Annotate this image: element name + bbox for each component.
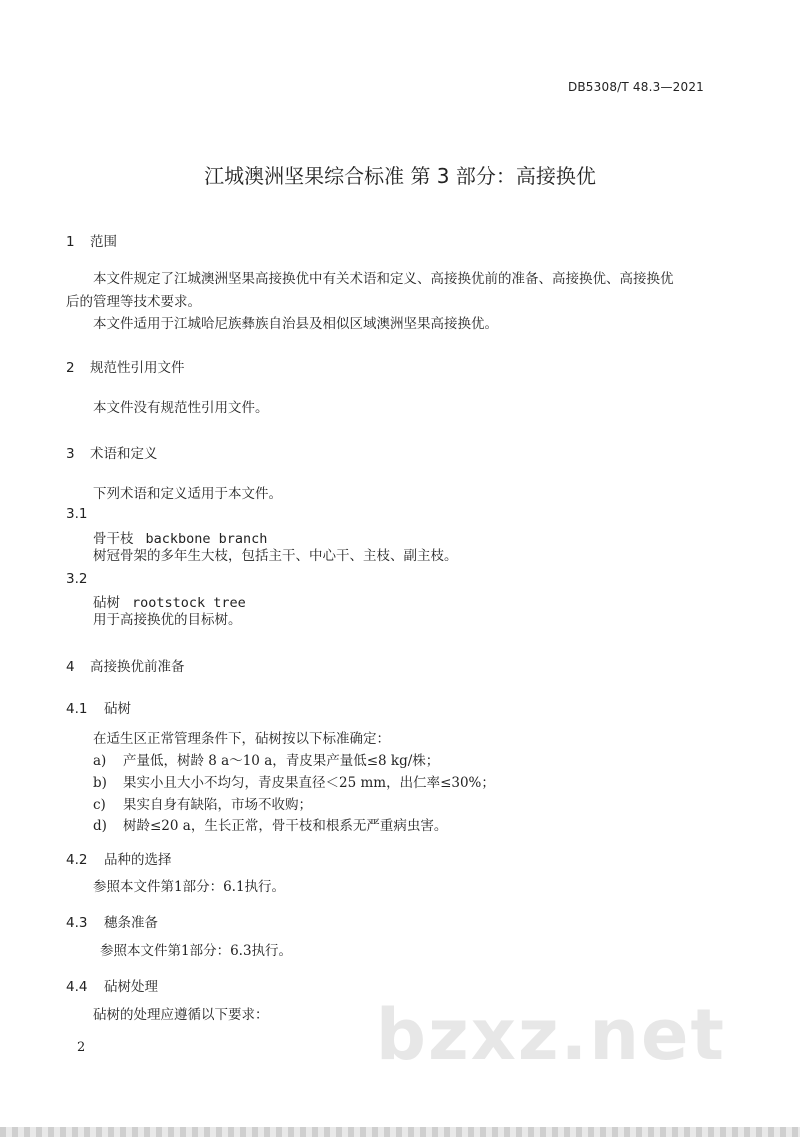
list-text: 果实小且大小不均匀，青皮果直径＜25 mm，出仁率≤30%； — [123, 775, 495, 791]
paragraph-continuation: 后的管理等技术要求。 — [66, 294, 201, 310]
term-number: 3.2 — [66, 571, 88, 587]
subsection-number: 4.4 — [66, 979, 88, 995]
paragraph: 砧树的处理应遵循以下要求： — [93, 1007, 269, 1023]
term-definition: 树冠骨架的多年生大枝，包括主干、中心干、主枝、副主枝。 — [93, 548, 458, 564]
subsection-title: 砧树 — [104, 701, 131, 717]
paragraph: 下列术语和定义适用于本文件。 — [93, 486, 282, 502]
list-text: 树龄≤20 a，生长正常，骨干枝和根系无严重病虫害。 — [123, 818, 448, 834]
section-number: 3 — [66, 446, 75, 462]
term-english: backbone branch — [145, 531, 268, 547]
section-title: 范围 — [90, 234, 117, 250]
term-definition: 用于高接换优的目标树。 — [93, 612, 242, 628]
term-heading — [93, 591, 246, 611]
section-number: 4 — [66, 659, 75, 675]
term-english: rootstock tree — [132, 595, 246, 611]
term-number: 3.1 — [66, 506, 88, 522]
paragraph: 本文件规定了江城澳洲坚果高接换优中有关术语和定义、高接换优前的准备、高接换优、高接换优 — [93, 271, 674, 287]
subsection-4-4-heading — [66, 975, 158, 995]
page-bottom-edge — [0, 1127, 800, 1137]
watermark: bzxz.net — [375, 994, 726, 1076]
subsection-number: 4.2 — [66, 852, 88, 868]
document-title: 江城澳洲坚果综合标准 第 3 部分：高接换优 — [204, 164, 596, 188]
section-1-heading — [66, 230, 117, 250]
section-2-heading — [66, 356, 185, 376]
paragraph: 参照本文件第1部分：6.3执行。 — [100, 943, 293, 959]
term-heading — [93, 527, 267, 547]
list-label: d) — [93, 818, 107, 834]
section-title: 规范性引用文件 — [90, 360, 185, 376]
list-item — [93, 816, 447, 836]
document-number: DB5308/T 48.3—2021 — [567, 80, 704, 94]
section-4-heading — [66, 655, 185, 675]
section-title: 术语和定义 — [90, 446, 158, 462]
paragraph: 本文件没有规范性引用文件。 — [93, 400, 269, 416]
term-chinese: 砧树 — [93, 595, 120, 611]
section-title: 高接换优前准备 — [90, 659, 185, 675]
term-chinese: 骨干枝 — [93, 531, 134, 547]
subsection-4-3-heading — [66, 911, 158, 931]
subsection-4-1-heading — [66, 697, 131, 717]
list-text: 产量低，树龄 8 a～10 a，青皮果产量低≤8 kg/株； — [123, 753, 440, 769]
paragraph: 本文件适用于江城哈尼族彝族自治县及相似区域澳洲坚果高接换优。 — [93, 316, 498, 332]
paragraph: 参照本文件第1部分：6.1执行。 — [93, 879, 286, 895]
subsection-number: 4.1 — [66, 701, 88, 717]
list-item — [93, 751, 439, 771]
subsection-title: 砧树处理 — [104, 979, 158, 995]
page-number: 2 — [77, 1040, 86, 1055]
section-number: 1 — [66, 234, 75, 250]
section-number: 2 — [66, 360, 75, 376]
subsection-title: 品种的选择 — [104, 852, 172, 868]
subsection-4-2-heading — [66, 848, 172, 868]
list-label: c) — [93, 797, 106, 813]
subsection-number: 4.3 — [66, 915, 88, 931]
list-text: 果实自身有缺陷，市场不收购； — [123, 797, 312, 813]
list-label: a) — [93, 753, 107, 769]
list-item — [93, 773, 495, 793]
list-label: b) — [93, 775, 107, 791]
section-3-heading — [66, 442, 158, 462]
paragraph: 在适生区正常管理条件下，砧树按以下标准确定： — [93, 731, 390, 747]
list-item — [93, 795, 312, 815]
subsection-title: 穗条准备 — [104, 915, 158, 931]
